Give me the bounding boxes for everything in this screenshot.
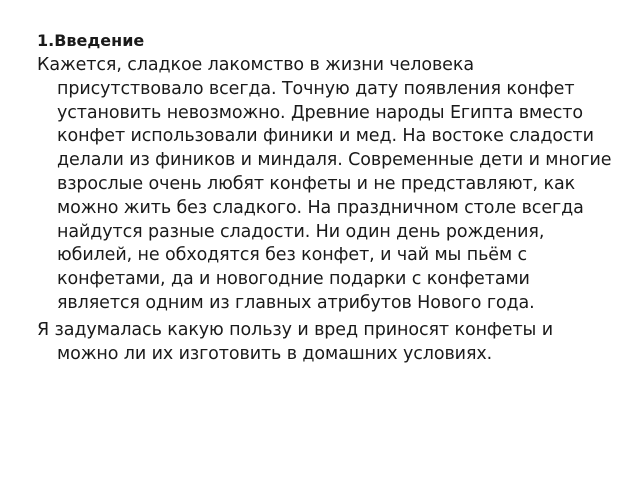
paragraph-goal: Я задумалась какую пользу и вред приносят конфеты и можно ли их изготовить в домашних условиях. [37, 319, 553, 364]
paragraph-intro: Кажется, сладкое лакомство в жизни человека присутствовало всегда. Точную дату появления конфет установить невозможно. Древние народы Египта вместо конфет использовали финики и мед. На востоке сладости делали из фиников и миндаля. Современные дети и многие взрослые очень любят конфеты и не представляют, как можно жить без сладкого. На праздничном столе всегда найдутся разные сладости. Ни один день рождения, юбилей, не обходятся без конфет, и чай мы пьём с конфетами, да и новогодние подарки с конфетами является одним из главных атрибутов Нового года. [37, 55, 612, 313]
section-heading: 1.Введение [37, 31, 145, 50]
